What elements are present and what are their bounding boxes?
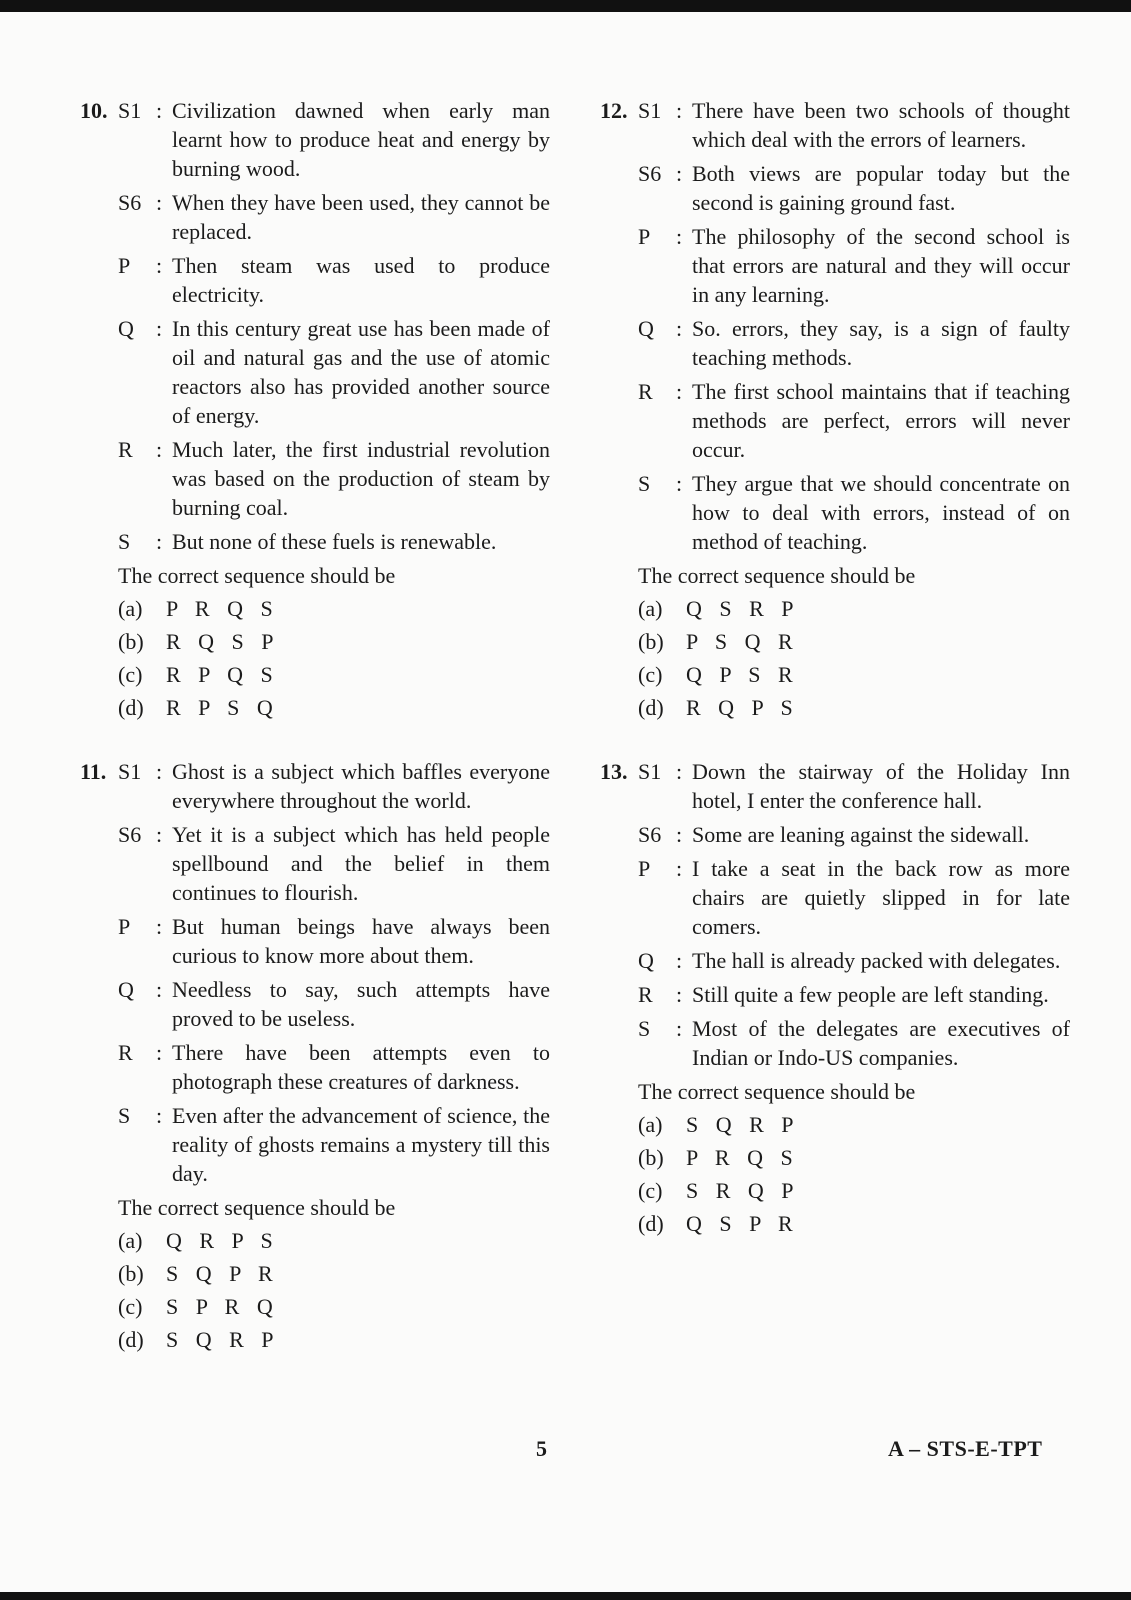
option-value: Q P S R (686, 662, 799, 687)
option-value: P R Q S (166, 596, 279, 621)
statement-s6: S6 : When they have been used, they cannot be replaced. (118, 190, 550, 244)
option-label: (a) (638, 596, 663, 621)
question-number: 12. (600, 98, 628, 123)
statement-s1: 10. S1 : Civilization dawned when early man learnt how to produce heat and energy by burning wood. (80, 98, 550, 181)
statement-tag: P (118, 914, 131, 939)
sequence-prompt: The correct sequence should be (118, 1195, 396, 1220)
option-label: (b) (638, 629, 664, 654)
option-label: (a) (118, 596, 143, 621)
statement-text: Still quite a few people are left standing. (692, 982, 1049, 1007)
option-label: (d) (638, 1211, 664, 1236)
statement-tag: R (638, 982, 653, 1007)
statement-tag: R (118, 437, 133, 462)
statement-text: The philosophy of the second school is that errors are natural and they will occur in any learning. (692, 224, 1070, 307)
sequence-prompt: The correct sequence should be (638, 1079, 916, 1104)
statement-text: But human beings have always been curious to know more about them. (172, 914, 550, 968)
statement-tag: S1 (118, 759, 142, 784)
statement-tag: S6 (118, 822, 142, 847)
option-d[interactable] (638, 1209, 1070, 1239)
question-10 (80, 96, 550, 723)
booklet-code: A – STS-E-TPT (888, 1436, 1043, 1461)
statement-r: R : Still quite a few people are left standing. (600, 980, 1070, 1009)
sequence-prompt: The correct sequence should be (118, 563, 396, 588)
option-label: (d) (118, 1327, 144, 1352)
statement-text: So. errors, they say, is a sign of faulty teaching methods. (692, 316, 1070, 370)
statement-tag: P (638, 224, 651, 249)
option-label: (b) (638, 1145, 664, 1170)
top-border (0, 0, 1131, 12)
option-label: (a) (118, 1228, 143, 1253)
statement-s6: S6 : Some are leaning against the sidewall. (600, 820, 1070, 849)
statement-text: There have been two schools of thought which deal with the errors of learners. (692, 98, 1070, 152)
statement-text: The hall is already packed with delegates. (692, 948, 1061, 973)
statement-q: Q : So. errors, they say, is a sign of faulty teaching methods. (638, 316, 1070, 370)
statement-text: Most of the delegates are executives of Indian or Indo-US companies. (692, 1016, 1070, 1070)
option-d[interactable] (638, 693, 1070, 723)
statement-tag: Q (118, 977, 134, 1002)
option-c[interactable] (118, 660, 550, 690)
option-value: S Q P R (166, 1261, 279, 1286)
statement-tag: P (118, 253, 131, 278)
statement-s1: 13. S1 : Down the stairway of the Holiday Inn hotel, I enter the conference hall. (600, 759, 1070, 813)
statement-tag: S6 (118, 190, 142, 215)
statement-tag: R (118, 1040, 133, 1065)
statement-text: Civilization dawned when early man learnt how to produce heat and energy by burning wood. (172, 98, 550, 181)
statement-text: I take a seat in the back row as more chairs are quietly slipped in for late comers. (692, 856, 1070, 939)
option-a[interactable] (638, 594, 1070, 624)
option-c[interactable] (118, 1292, 550, 1322)
option-value: P S Q R (686, 629, 799, 654)
statement-text: There have been attempts even to photograph these creatures of darkness. (172, 1040, 550, 1094)
statement-text: Some are leaning against the sidewall. (692, 822, 1030, 847)
question-number: 13. (600, 759, 628, 784)
option-label: (b) (118, 629, 144, 654)
sequence-prompt: The correct sequence should be (638, 563, 916, 588)
statement-s1: 11. S1 : Ghost is a subject which baffles everyone everywhere throughout the world. (80, 759, 550, 813)
option-label: (c) (118, 662, 143, 687)
statement-text: Ghost is a subject which baffles everyone everywhere throughout the world. (172, 759, 550, 813)
option-d[interactable] (118, 693, 550, 723)
statement-p: P : I take a seat in the back row as more chairs are quietly slipped in for late comers. (638, 856, 1070, 939)
option-value: Q S R P (686, 596, 800, 621)
option-a[interactable] (638, 1110, 1070, 1140)
option-c[interactable] (638, 660, 1070, 690)
statement-r: R : The first school maintains that if teaching methods are perfect, errors will never occur. (638, 379, 1070, 462)
option-value: S P R Q (166, 1294, 279, 1319)
page-number: 5 (536, 1436, 547, 1461)
statement-tag: Q (638, 316, 654, 341)
statement-tag: P (638, 856, 651, 881)
statement-text: Both views are popular today but the second is gaining ground fast. (692, 161, 1070, 215)
option-value: R Q S P (166, 629, 280, 654)
question-11 (80, 757, 550, 1355)
statement-p: P : But human beings have always been curious to know more about them. (118, 914, 550, 968)
option-a[interactable] (118, 594, 550, 624)
option-value: S Q R P (166, 1327, 280, 1352)
option-a[interactable] (118, 1226, 550, 1256)
option-d[interactable] (118, 1325, 550, 1355)
option-label: (c) (638, 1178, 663, 1203)
option-c[interactable] (638, 1176, 1070, 1206)
statement-text: In this century great use has been made of oil and natural gas and the use of atomic reactors also has provided another source of energy. (172, 316, 550, 428)
statement-text: They argue that we should concentrate on how to deal with errors, instead of on method of teaching. (692, 471, 1070, 554)
option-label: (c) (118, 1294, 143, 1319)
option-label: (c) (638, 662, 663, 687)
statement-text: The first school maintains that if teaching methods are perfect, errors will never occur. (692, 379, 1070, 462)
option-value: R P S Q (166, 695, 279, 720)
option-b[interactable] (118, 627, 550, 657)
option-value: Q S P R (686, 1211, 799, 1236)
question-13 (600, 757, 1070, 1239)
statement-text: Down the stairway of the Holiday Inn hotel, I enter the conference hall. (692, 759, 1070, 813)
statement-text: Needless to say, such attempts have proved to be useless. (172, 977, 550, 1031)
statement-tag: S (638, 471, 651, 496)
statement-tag: R (638, 379, 653, 404)
left-column (80, 96, 550, 1389)
statement-text: Then steam was used to produce electricity. (172, 253, 550, 307)
question-12 (600, 96, 1070, 723)
option-label: (b) (118, 1261, 144, 1286)
option-b[interactable] (118, 1259, 550, 1289)
option-value: Q R P S (166, 1228, 279, 1253)
statement-text: When they have been used, they cannot be replaced. (172, 190, 550, 244)
statement-text: But none of these fuels is renewable. (172, 529, 497, 554)
statement-p: P : Then steam was used to produce electricity. (118, 253, 550, 307)
option-value: S R Q P (686, 1178, 800, 1203)
statement-s1: 12. S1 : There have been two schools of thought which deal with the errors of learners. (600, 98, 1070, 152)
option-value: S Q R P (686, 1112, 800, 1137)
statement-tag: S1 (638, 759, 662, 784)
option-value: R Q P S (686, 695, 799, 720)
statement-s: S : Even after the advancement of science, the reality of ghosts remains a mystery till this day. (118, 1103, 550, 1186)
statement-tag: S (118, 529, 131, 554)
statement-text: Much later, the first industrial revolution was based on the production of steam by burning coal. (172, 437, 550, 520)
statement-tag: S (118, 1103, 131, 1128)
statement-tag: S1 (118, 98, 142, 123)
statement-q: Q : Needless to say, such attempts have proved to be useless. (118, 977, 550, 1031)
statement-tag: Q (118, 316, 134, 341)
question-number: 10. (80, 98, 108, 123)
statement-tag: Q (638, 948, 654, 973)
right-column (600, 96, 1070, 1273)
option-value: P R Q S (686, 1145, 799, 1170)
statement-tag: S6 (638, 161, 662, 186)
option-label: (a) (638, 1112, 663, 1137)
statement-text: Even after the advancement of science, the reality of ghosts remains a mystery till this day. (172, 1103, 550, 1186)
option-value: R P Q S (166, 662, 279, 687)
statement-tag: S6 (638, 822, 662, 847)
bottom-border (0, 1592, 1131, 1600)
statement-s6: S6 : Both views are popular today but the second is gaining ground fast. (638, 161, 1070, 215)
statement-q: Q : In this century great use has been made of oil and natural gas and the use of atomic reactors also has provided another source of energy. (118, 316, 550, 428)
statement-s: S : Most of the delegates are executives of Indian or Indo-US companies. (638, 1016, 1070, 1070)
option-b[interactable] (638, 1143, 1070, 1173)
option-b[interactable] (638, 627, 1070, 657)
statement-s: S : But none of these fuels is renewable. (80, 527, 550, 556)
statement-tag: S (638, 1016, 651, 1041)
question-number: 11. (80, 759, 107, 784)
statement-text: Yet it is a subject which has held people spellbound and the belief in them continues to flourish. (172, 822, 550, 905)
statement-r: R : Much later, the first industrial revolution was based on the production of steam by burning coal. (118, 437, 550, 520)
statement-s6: S6 : Yet it is a subject which has held people spellbound and the belief in them continues to flourish. (118, 822, 550, 905)
statement-p: P : The philosophy of the second school is that errors are natural and they will occur in any learning. (638, 224, 1070, 307)
option-label: (d) (118, 695, 144, 720)
statement-s: S : They argue that we should concentrate on how to deal with errors, instead of on method of teaching. (638, 471, 1070, 554)
statement-r: R : There have been attempts even to photograph these creatures of darkness. (118, 1040, 550, 1094)
statement-q: Q : The hall is already packed with delegates. (600, 946, 1070, 975)
option-label: (d) (638, 695, 664, 720)
statement-tag: S1 (638, 98, 662, 123)
